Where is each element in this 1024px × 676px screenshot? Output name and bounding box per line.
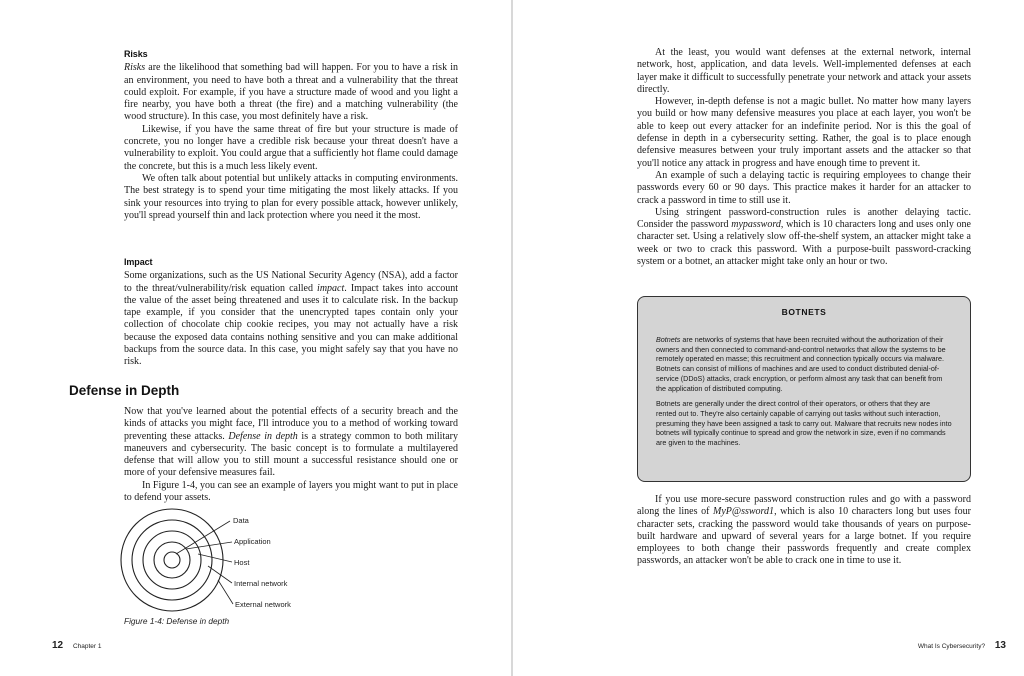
defense-term: Defense in depth — [228, 430, 298, 442]
right-paragraph-3: An example of such a delaying tactic is requiring employees to change their passwords every 60 or 90 days. This practice makes it harder for an attacker to crack a password in time to still use it. — [637, 169, 971, 206]
defense-text-a: Now that you've learned about the potential effects of a security breach and the kinds of attacks you might face, I'll introduce you to a method of working toward preventing these attacks. — [124, 406, 458, 442]
label-external-network: External network — [235, 600, 291, 609]
right-paragraph-5-b: , which is also 10 characters long but uses four character sets, cracking the password would take thousands of years on purpose-built hardware and upward of several years for a large botnet. If you require employees to both change their passwords frequently and create complex passwords, an attacker won't be able to crack one in time to use it. — [637, 506, 971, 567]
risks-paragraph-1 — [124, 62, 458, 123]
risks-paragraph-2: Likewise, if you have the same threat of fire but your structure is made of concrete, you no longer have a credible risk because your threat doesn't have a vulnerability to exploit. You could argue that a sufficiently hot flame could damage the concrete, but this is a much less likely event. — [124, 123, 458, 172]
leader-application — [186, 542, 232, 549]
impact-heading: Impact — [124, 257, 153, 267]
chapter-label: Chapter 1 — [72, 643, 102, 650]
right-body-top — [637, 47, 971, 268]
sidebar-body — [656, 335, 952, 454]
leader-host — [198, 554, 232, 562]
defense-paragraph-1 — [124, 406, 458, 480]
right-page — [513, 0, 1024, 676]
risks-term: Risks — [124, 62, 146, 74]
defense-paragraph-2: In Figure 1-4, you can see an example of layers you might want to put in place to defend your assets. — [124, 479, 458, 504]
label-application: Application — [234, 537, 271, 546]
defense-in-depth-body — [124, 406, 458, 504]
right-paragraph-4 — [637, 207, 971, 268]
right-paragraph-4-b: , which is 10 characters long and uses only one character set. Using a relatively slow off-the-shelf system, an attacker might take a week or two to crack this password. With a purpose-built password-cracking system or a botnet, an attacker might take only an hour or two. — [637, 219, 971, 268]
impact-text-a: Some organizations, such as the US National Security Agency (NSA), add a factor to the threat/vulnerability/risk equation called — [124, 270, 458, 294]
ring-data — [164, 552, 180, 568]
leader-internal-network — [208, 566, 232, 583]
password-example-1: mypassword — [731, 219, 781, 231]
left-page — [0, 0, 511, 676]
right-paragraph-4-a: Using stringent password-construction rules is another delaying tactic. Consider the password — [637, 206, 971, 231]
impact-paragraph — [124, 270, 458, 368]
defense-in-depth-figure — [118, 508, 318, 616]
right-folio — [918, 640, 1006, 651]
label-host: Host — [234, 558, 250, 567]
section-heading-defense-in-depth: Defense in Depth — [69, 383, 180, 398]
botnets-sidebar — [637, 296, 971, 482]
leader-external-network — [218, 580, 233, 604]
risks-heading: Risks — [124, 49, 148, 59]
ring-host — [143, 531, 201, 589]
password-example-2: MyP@ssword1 — [713, 506, 775, 518]
running-head: What Is Cybersecurity? — [917, 643, 986, 650]
impact-term: impact — [317, 282, 345, 294]
right-paragraph-5-a: If you use more-secure password construction rules and go with a password along the lines of — [637, 494, 971, 518]
right-paragraph-5 — [637, 494, 971, 568]
impact-text-b: . Impact takes into account the value of the asset being threatened and uses it to calculate risk. In the backup tape example, if you consider that the unencrypted tapes contain only your collection of chocolate chip cookie recipes, you may not actually have a risk because the exposed data contains nothing sensitive and you can make additional backups from the source data. In this case, you might safely say that you have no risk. — [124, 282, 458, 368]
sidebar-paragraph-2: Botnets are generally under the direct control of their operators, or others that they are rented out to. They're also certainly capable of carrying out tasks without such interaction, presuming they have been assigned a task to carry out. Malware that recruits new nodes into botnets will typically continue to spread and grow the network in size, even if no commands are given to the machines. — [656, 399, 952, 448]
label-data: Data — [233, 516, 249, 525]
label-internal-network: Internal network — [234, 579, 288, 588]
sidebar-paragraph-1 — [656, 335, 952, 393]
left-folio — [52, 640, 101, 651]
ring-external-network — [121, 509, 223, 611]
impact-section — [124, 256, 458, 369]
ring-internal-network — [132, 520, 212, 600]
right-paragraph-1: At the least, you would want defenses at the external network, internal network, host, application, and data levels. Well-implemented defenses at each layer make it difficult to successfully penetrate your network and attack your assets directly. — [637, 47, 971, 95]
sidebar-title: BOTNETS — [781, 307, 827, 317]
botnets-term: Botnets — [656, 335, 681, 344]
right-paragraph-2: However, in-depth defense is not a magic bullet. No matter how many layers you build or how many defensive measures you place at each layer, you won't be able to keep out every attacker for an indefinite period. Nor is this the goal of defense in depth in a cybersecurity setting. Rather, the goal is to place enough defensive measures between your truly important assets and the attacker so that you'll notice any attack in progress and have enough time to prevent it. — [637, 96, 971, 169]
right-body-bottom — [637, 494, 971, 568]
ring-application — [154, 542, 190, 578]
page-number-right: 13 — [994, 640, 1006, 651]
page-number-left: 12 — [52, 640, 64, 651]
risks-section — [124, 48, 458, 222]
sidebar-paragraph-1-text: are networks of systems that have been recruited without the authorization of their owners and then connected to command-and-control networks that allow the systems to be remotely operated en masse; this recruitment and connection typically occurs via malware. Botnets can consist of millions of machines and are used to conduct distributed denial-of-service (DDoS) attacks, crack encryption, or perform almost any task that can benefit from the application of distributed computing. — [656, 335, 946, 393]
risks-paragraph-3: We often talk about potential but unlikely attacks in computing environments. The best strategy is to spend your time mitigating the most likely attacks. If you sink your resources into trying to plan for every possible attack, however unlikely, you'll spread yourself thin and lack protection where you need it the most. — [124, 172, 458, 221]
risks-paragraph-1-text: are the likelihood that something bad will happen. For you to have a risk in an environment, you need to have both a threat and a vulnerability that the threat could exploit. For example, if you have a structure made of wood and you light a fire nearby, you have both a threat (the fire) and a matching vulnerability (the wood structure). In this case, you most definitely have a risk. — [124, 62, 458, 123]
figure-caption: Figure 1-4: Defense in depth — [124, 616, 230, 626]
defense-text-b: is a strategy common to both military maneuvers and cybersecurity. The basic concept is to formulate a multilayered defense that will allow you to still mount a successful resistance should one or more of your defensive measures fail. — [124, 430, 459, 479]
